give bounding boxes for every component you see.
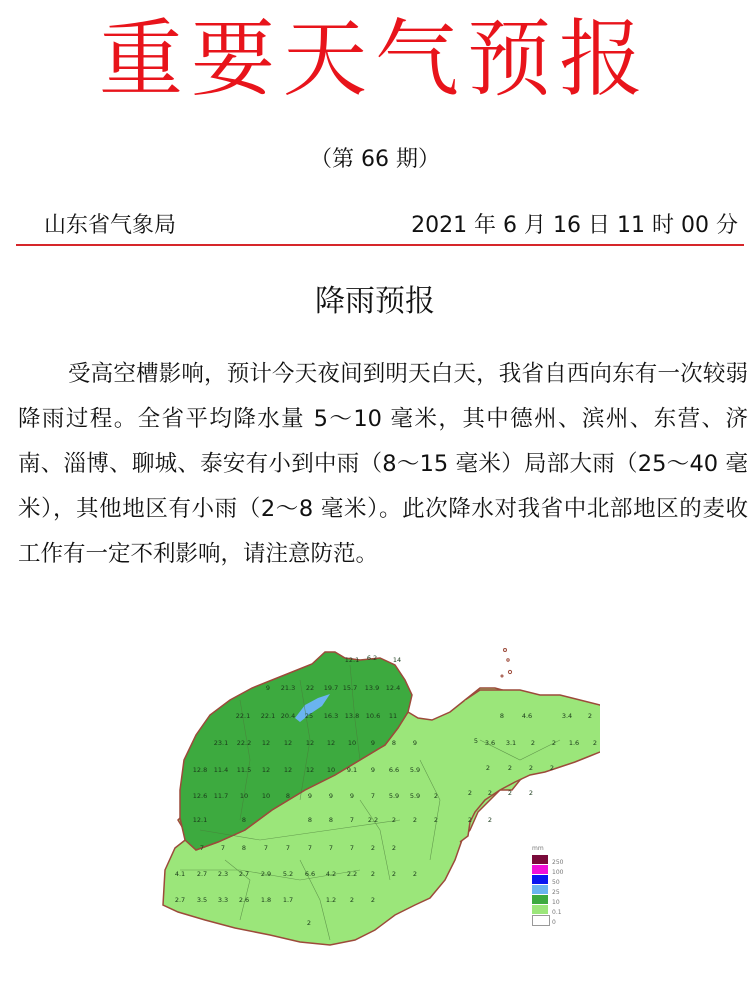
map-value-label: 12 [305,739,315,747]
map-value-label: 8 [241,844,247,852]
map-value-label: 9.1 [346,766,358,774]
map-value-label: 9 [328,792,334,800]
map-value-label: 2.7 [196,870,208,878]
map-value-label: 6.6 [304,870,316,878]
map-value-label: 22.1 [260,712,276,720]
map-value-label: 2 [412,816,418,824]
map-value-label: 2 [433,792,439,800]
map-value-label: 7 [220,844,226,852]
map-value-label: 7 [307,844,313,852]
map-value-label: 7 [263,844,269,852]
map-value-label: 2 [306,919,312,927]
map-value-label: 10 [347,739,357,747]
map-value-label: 2.7 [238,870,250,878]
map-value-label: 12 [283,739,293,747]
map-value-label: 9 [412,739,418,747]
map-value-label: 8 [391,739,397,747]
map-value-label: 2.6 [238,896,250,904]
map-value-label: 2 [433,816,439,824]
masthead-title: 重要天气预报 [98,10,651,108]
legend-label: 50 [552,879,560,886]
map-value-label: 2 [528,764,534,772]
map-value-label: 2.2 [367,816,379,824]
map-value-label: 19.7 [323,684,339,692]
legend-label: 25 [552,889,560,896]
map-value-label: 3.1 [505,739,517,747]
map-value-label: 2 [507,789,513,797]
map-value-label: 25 [304,712,314,720]
map-value-label: 2 [551,739,557,747]
map-value-label: 2.2 [346,870,358,878]
map-value-label: 3.5 [196,896,208,904]
map-value-label: 1.2 [325,896,337,904]
map-value-label: 11.5 [236,766,252,774]
map-value-label: 13.9 [364,684,380,692]
legend-swatch [532,885,548,894]
legend-swatch [532,875,548,884]
map-value-label: 12.4 [385,684,401,692]
issue-datetime: 2021 年 6 月 16 日 11 时 00 分 [411,213,738,238]
legend-label: 100 [552,869,564,876]
legend-swatch [532,855,548,864]
legend-label: 250 [552,859,564,866]
map-value-label: 21.3 [280,684,296,692]
map-value-label: 2 [467,816,473,824]
map-value-label: 12.6 [192,792,208,800]
map-value-label: 8 [328,816,334,824]
map-value-label: 22.2 [236,739,252,747]
map-value-label: 2 [467,789,473,797]
map-value-label: 12 [261,739,271,747]
map-value-label: 12 [305,766,315,774]
map-value-label: 9 [349,792,355,800]
map-value-label: 3.3 [217,896,229,904]
map-value-label: 10.6 [365,712,381,720]
map-value-label: 9 [265,684,271,692]
map-value-label: 7 [349,844,355,852]
map-value-label: 1.8 [260,896,272,904]
map-value-label: 2.9 [260,870,272,878]
map-value-label: 9 [307,792,313,800]
issuer-name: 山东省气象局 [44,213,177,238]
map-value-label: 8 [285,792,291,800]
meta-row [44,208,738,242]
map-value-label: 2.7 [174,896,186,904]
map-value-label: 10 [239,792,249,800]
legend-swatch [532,915,550,926]
forecast-paragraph: 受高空槽影响，预计今天夜间到明天白天，我省自西向东有一次较弱降雨过程。全省平均降水量 5～10 毫米，其中德州、滨州、东营、济南、淄博、聊城、泰安有小到中雨（8～15 毫米）局部大雨（25～40 毫米），其他地区有小雨（2～8 毫米）。此次降水对我省中北部地区的麦收工作有一定不利影响，请注意防范。 [18,361,748,567]
map-value-label: 8 [307,816,313,824]
map-value-label: 23.1 [213,739,229,747]
legend-label: 0 [552,919,556,926]
map-value-label: 20.4 [280,712,296,720]
map-value-label: 7 [285,844,291,852]
map-value-label: 9 [370,739,376,747]
map-value-label: 7 [349,816,355,824]
map-value-label: 9 [370,766,376,774]
map-value-label: 2.3 [217,870,229,878]
map-value-label: 14 [392,656,402,664]
map-value-label: 2 [391,816,397,824]
map-value-label: 2 [391,870,397,878]
map-value-label: 13.8 [344,712,360,720]
map-value-label: 12.1 [192,816,208,824]
map-value-label: 2 [370,844,376,852]
legend-label: 10 [552,899,560,906]
map-value-label: 6.6 [388,766,400,774]
map-value-label: 15.7 [342,684,358,692]
map-value-label: 2 [349,896,355,904]
map-value-label: 10 [326,766,336,774]
map-value-label: 2 [528,789,534,797]
map-value-label: 4.2 [325,870,337,878]
map-value-label: 5.9 [409,792,421,800]
map-value-label: 2 [487,789,493,797]
legend-swatch [532,895,548,904]
map-value-label: 16.3 [323,712,339,720]
legend-swatch [532,865,548,874]
header-divider [16,244,744,246]
map-value-label: 3.6 [484,739,496,747]
map-value-label: 7 [199,844,205,852]
legend-swatch [532,905,548,914]
map-value-label: 10 [261,792,271,800]
map-value-label: 22 [305,684,315,692]
map-value-label: 8 [499,712,505,720]
map-value-label: 12.1 [344,656,360,664]
map-value-label: 2 [370,870,376,878]
map-value-label: 2 [391,844,397,852]
map-value-label: 11 [388,712,398,720]
map-value-label: 2 [530,739,536,747]
map-value-label: 11.7 [213,792,229,800]
map-value-label: 12.8 [192,766,208,774]
legend-label: 0.1 [552,909,562,916]
map-value-label: 2 [592,739,598,747]
section-title: 降雨预报 [315,284,435,319]
map-value-label: 7 [370,792,376,800]
map-value-label: 5.2 [282,870,294,878]
map-value-label: 4.1 [174,870,186,878]
map-value-label: 2 [370,896,376,904]
map-value-label: 2 [507,764,513,772]
map-value-label: 2 [412,870,418,878]
map-value-label: 2 [549,764,555,772]
map-value-label: 12 [283,766,293,774]
map-value-label: 12 [326,739,336,747]
map-value-label: 22.1 [235,712,251,720]
map-value-label: 11.4 [213,766,229,774]
legend-unit: mm [532,845,544,852]
map-value-label: 2 [485,764,491,772]
map-value-label: 3.4 [561,712,573,720]
map-value-label: 6.2 [366,654,378,662]
map-value-label: 12 [261,766,271,774]
map-value-label: 7 [328,844,334,852]
map-value-label: 1.7 [282,896,294,904]
map-value-label: 4.6 [521,712,533,720]
issue-number: （第 66 期） [310,147,440,172]
map-legend [530,845,580,935]
map-value-label: 8 [241,816,247,824]
map-value-label: 5.9 [409,766,421,774]
map-value-label: 5.9 [388,792,400,800]
map-value-label: 5 [473,737,479,745]
map-value-label: 1.6 [568,739,580,747]
map-value-label: 2 [587,712,593,720]
map-value-label: 2 [487,816,493,824]
islands [501,649,512,678]
